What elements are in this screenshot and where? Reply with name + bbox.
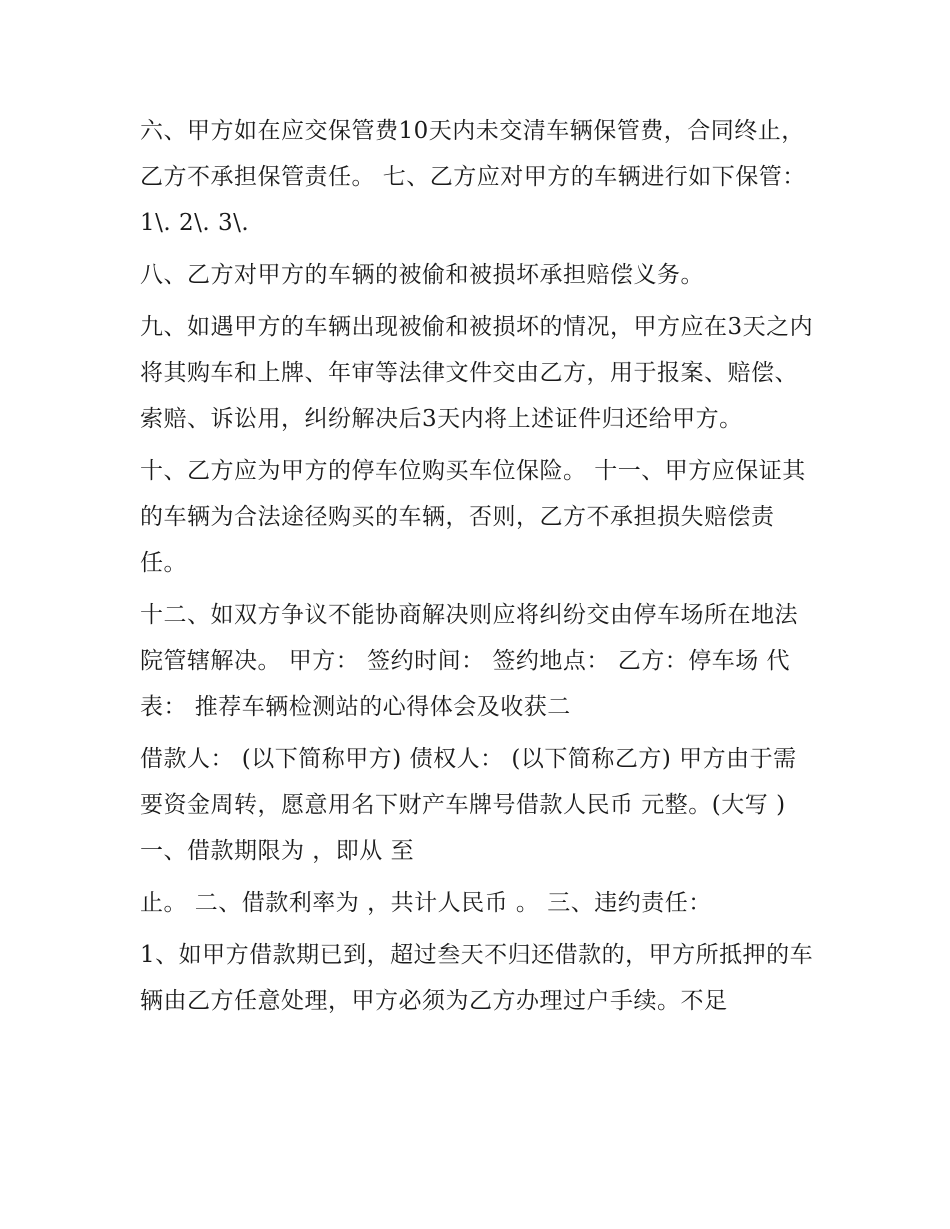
document-page bbox=[140, 108, 820, 1030]
paragraph-12: 十二、如双方争议不能协商解决则应将纠纷交由停车场所在地法院管辖解决。 甲方： 签约时间： 签约地点： 乙方：停车场 代表： 推荐车辆检测站的心得体会及收获二 bbox=[140, 602, 798, 720]
paragraph-6: 六、甲方如在应交保管费10天内未交清车辆保管费，合同终止，乙方不承担保管责任。 七、乙方应对甲方的车辆进行如下保管： 1\. 2\. 3\. bbox=[140, 118, 806, 236]
paragraph-loan-intro: 借款人： (以下简称甲方) 债权人： (以下简称乙方) 甲方由于需要资金周转，愿意用名下财产车牌号借款人民币 元整。(大写 ) 一、借款期限为 ，即从 至 bbox=[140, 746, 797, 864]
paragraph-9: 九、如遇甲方的车辆出现被偷和被损坏的情况，甲方应在3天之内将其购车和上牌、年审等法律文件交由乙方，用于报案、赔偿、索赔、诉讼用，纠纷解决后3天内将上述证件归还给甲方。 bbox=[140, 314, 814, 432]
paragraph-10: 十、乙方应为甲方的停车位购买车位保险。 十一、甲方应保证其的车辆为合法途径购买的车辆，否则，乙方不承担损失赔偿责任。 bbox=[140, 458, 806, 576]
paragraph-loan-breach: 1、如甲方借款期已到，超过叁天不归还借款的，甲方所抵押的车辆由乙方任意处理，甲方必须为乙方办理过户手续。不足 bbox=[140, 942, 814, 1014]
paragraph-loan-terms: 止。 二、借款利率为 ，共计人民币 。 三、违约责任： bbox=[140, 890, 712, 916]
paragraph-8: 八、乙方对甲方的车辆的被偷和被损坏承担赔偿义务。 bbox=[140, 262, 704, 288]
